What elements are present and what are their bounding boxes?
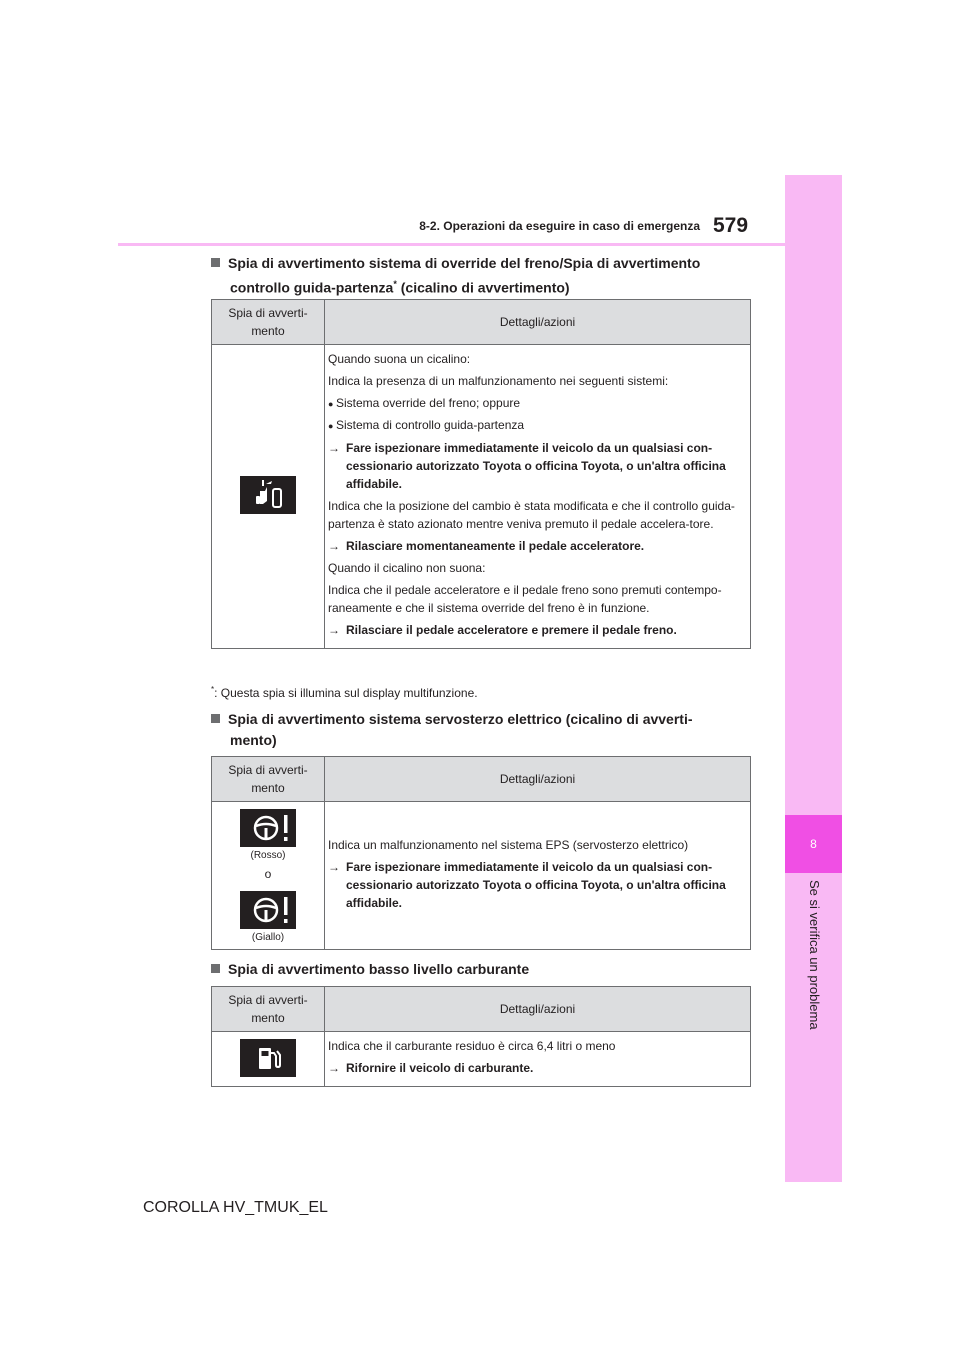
table-row — [212, 345, 751, 649]
section-header: 8-2. Operazioni da eseguire in caso di emergenza — [419, 219, 700, 233]
brake-override-warning-icon — [240, 476, 296, 514]
page-number: 579 — [713, 214, 749, 237]
arrow-right-icon: → — [328, 1061, 340, 1075]
column-header-warning-light: Spia di avverti- mento — [212, 757, 325, 802]
chapter-title: Se si verifica un problema — [807, 880, 822, 1030]
column-header-warning-light: Spia di avverti- mento — [212, 300, 325, 345]
details-cell: Quando suona un cicalino: Indica la presenza di un malfunzionamento nei seguenti sistemi: ● Sistema override del freno; oppure ● Sistema di controllo guida-partenza → Fare ispezionare immediatamente il veicolo da un qualsiasi con-cessionario autorizzato Toyota o officina Toyota, o un'altra officina affidabile. Indica che la posizione del cambio è stata modificata e che il controllo guida-partenza è stato azionato mentre veniva premuto il pedale accelera-tore. → Rilasciare momentaneamente il pedale acceleratore. Quando il cicalino non suona: Indica che il pedale acceleratore e il pedale freno sono premuti contempo-raneamente e che il sistema override del freno è in funzione. → Rilasciare il pedale acceleratore e premere il pedale freno. — [325, 345, 751, 649]
action-item: → Rilasciare il pedale acceleratore e premere il pedale freno. — [328, 623, 677, 637]
action-item: → Fare ispezionare immediatamente il veicolo da un qualsiasi con-cessionario autorizzato Toyota o officina Toyota, o un'altra officina affidabile. — [328, 859, 726, 910]
power-steering-table — [211, 756, 751, 950]
column-header-details: Dettagli/azioni — [325, 987, 751, 1032]
table-header-row — [212, 987, 751, 1032]
footer-model-code: COROLLA HV_TMUK_EL — [143, 1199, 328, 1216]
action-item: → Fare ispezionare immediatamente il veicolo da un qualsiasi con-cessionario autorizzato Toyota o officina Toyota, o un'altra officina affidabile. — [328, 441, 726, 491]
warning-light-cell — [212, 345, 325, 649]
action-item: → Rilasciare momentaneamente il pedale acceleratore. — [328, 539, 645, 553]
arrow-right-icon: → — [328, 441, 340, 455]
power-steering-warning-icon — [240, 891, 296, 929]
warning-light-cell: (Rosso) o (Giallo) — [212, 802, 325, 950]
square-bullet-icon — [211, 714, 220, 723]
table-header-row — [212, 757, 751, 802]
chapter-number-tab[interactable]: 8 — [785, 815, 842, 873]
list-item: ● Sistema di controllo guida-partenza — [328, 416, 744, 435]
section-heading-brake-override: Spia di avvertimento sistema di override del freno/Spia di avvertimento controllo guida-partenza* (cicalino di avvertimento) — [212, 253, 732, 299]
brake-override-table — [211, 299, 751, 649]
table-row — [212, 802, 751, 950]
fuel-pump-icon — [240, 1039, 296, 1077]
section-heading-low-fuel: Spia di avvertimento basso livello carburante — [212, 959, 732, 980]
details-cell: Indica un malfunzionamento nel sistema EPS (servosterzo elettrico) → Fare ispezionare immediatamente il veicolo da un qualsiasi con-cessionario autorizzato Toyota o officina Toyota, o un'altra officina affidabile. — [325, 802, 751, 950]
arrow-right-icon: → — [328, 859, 340, 874]
header-rule — [118, 243, 785, 246]
square-bullet-icon — [211, 258, 220, 267]
low-fuel-table — [211, 986, 751, 1087]
column-header-details: Dettagli/azioni — [325, 757, 751, 802]
action-item: → Rifornire il veicolo di carburante. — [328, 1061, 534, 1075]
table-row — [212, 1032, 751, 1087]
list-item: ● Sistema override del freno; oppure — [328, 394, 744, 413]
table-header-row — [212, 300, 751, 345]
arrow-right-icon: → — [328, 539, 340, 553]
column-header-warning-light: Spia di avverti- mento — [212, 987, 325, 1032]
column-header-details: Dettagli/azioni — [325, 300, 751, 345]
arrow-right-icon: → — [328, 623, 340, 637]
power-steering-warning-icon — [240, 809, 296, 847]
details-cell: Indica che il carburante residuo è circa 6,4 litri o meno → Rifornire il veicolo di carburante. — [325, 1032, 751, 1087]
warning-light-cell — [212, 1032, 325, 1087]
footnote: *: Questa spia si illumina sul display multifunzione. — [211, 685, 478, 700]
square-bullet-icon — [211, 964, 220, 973]
section-heading-power-steering: Spia di avvertimento sistema servosterzo elettrico (cicalino di avverti- mento) — [212, 709, 732, 751]
